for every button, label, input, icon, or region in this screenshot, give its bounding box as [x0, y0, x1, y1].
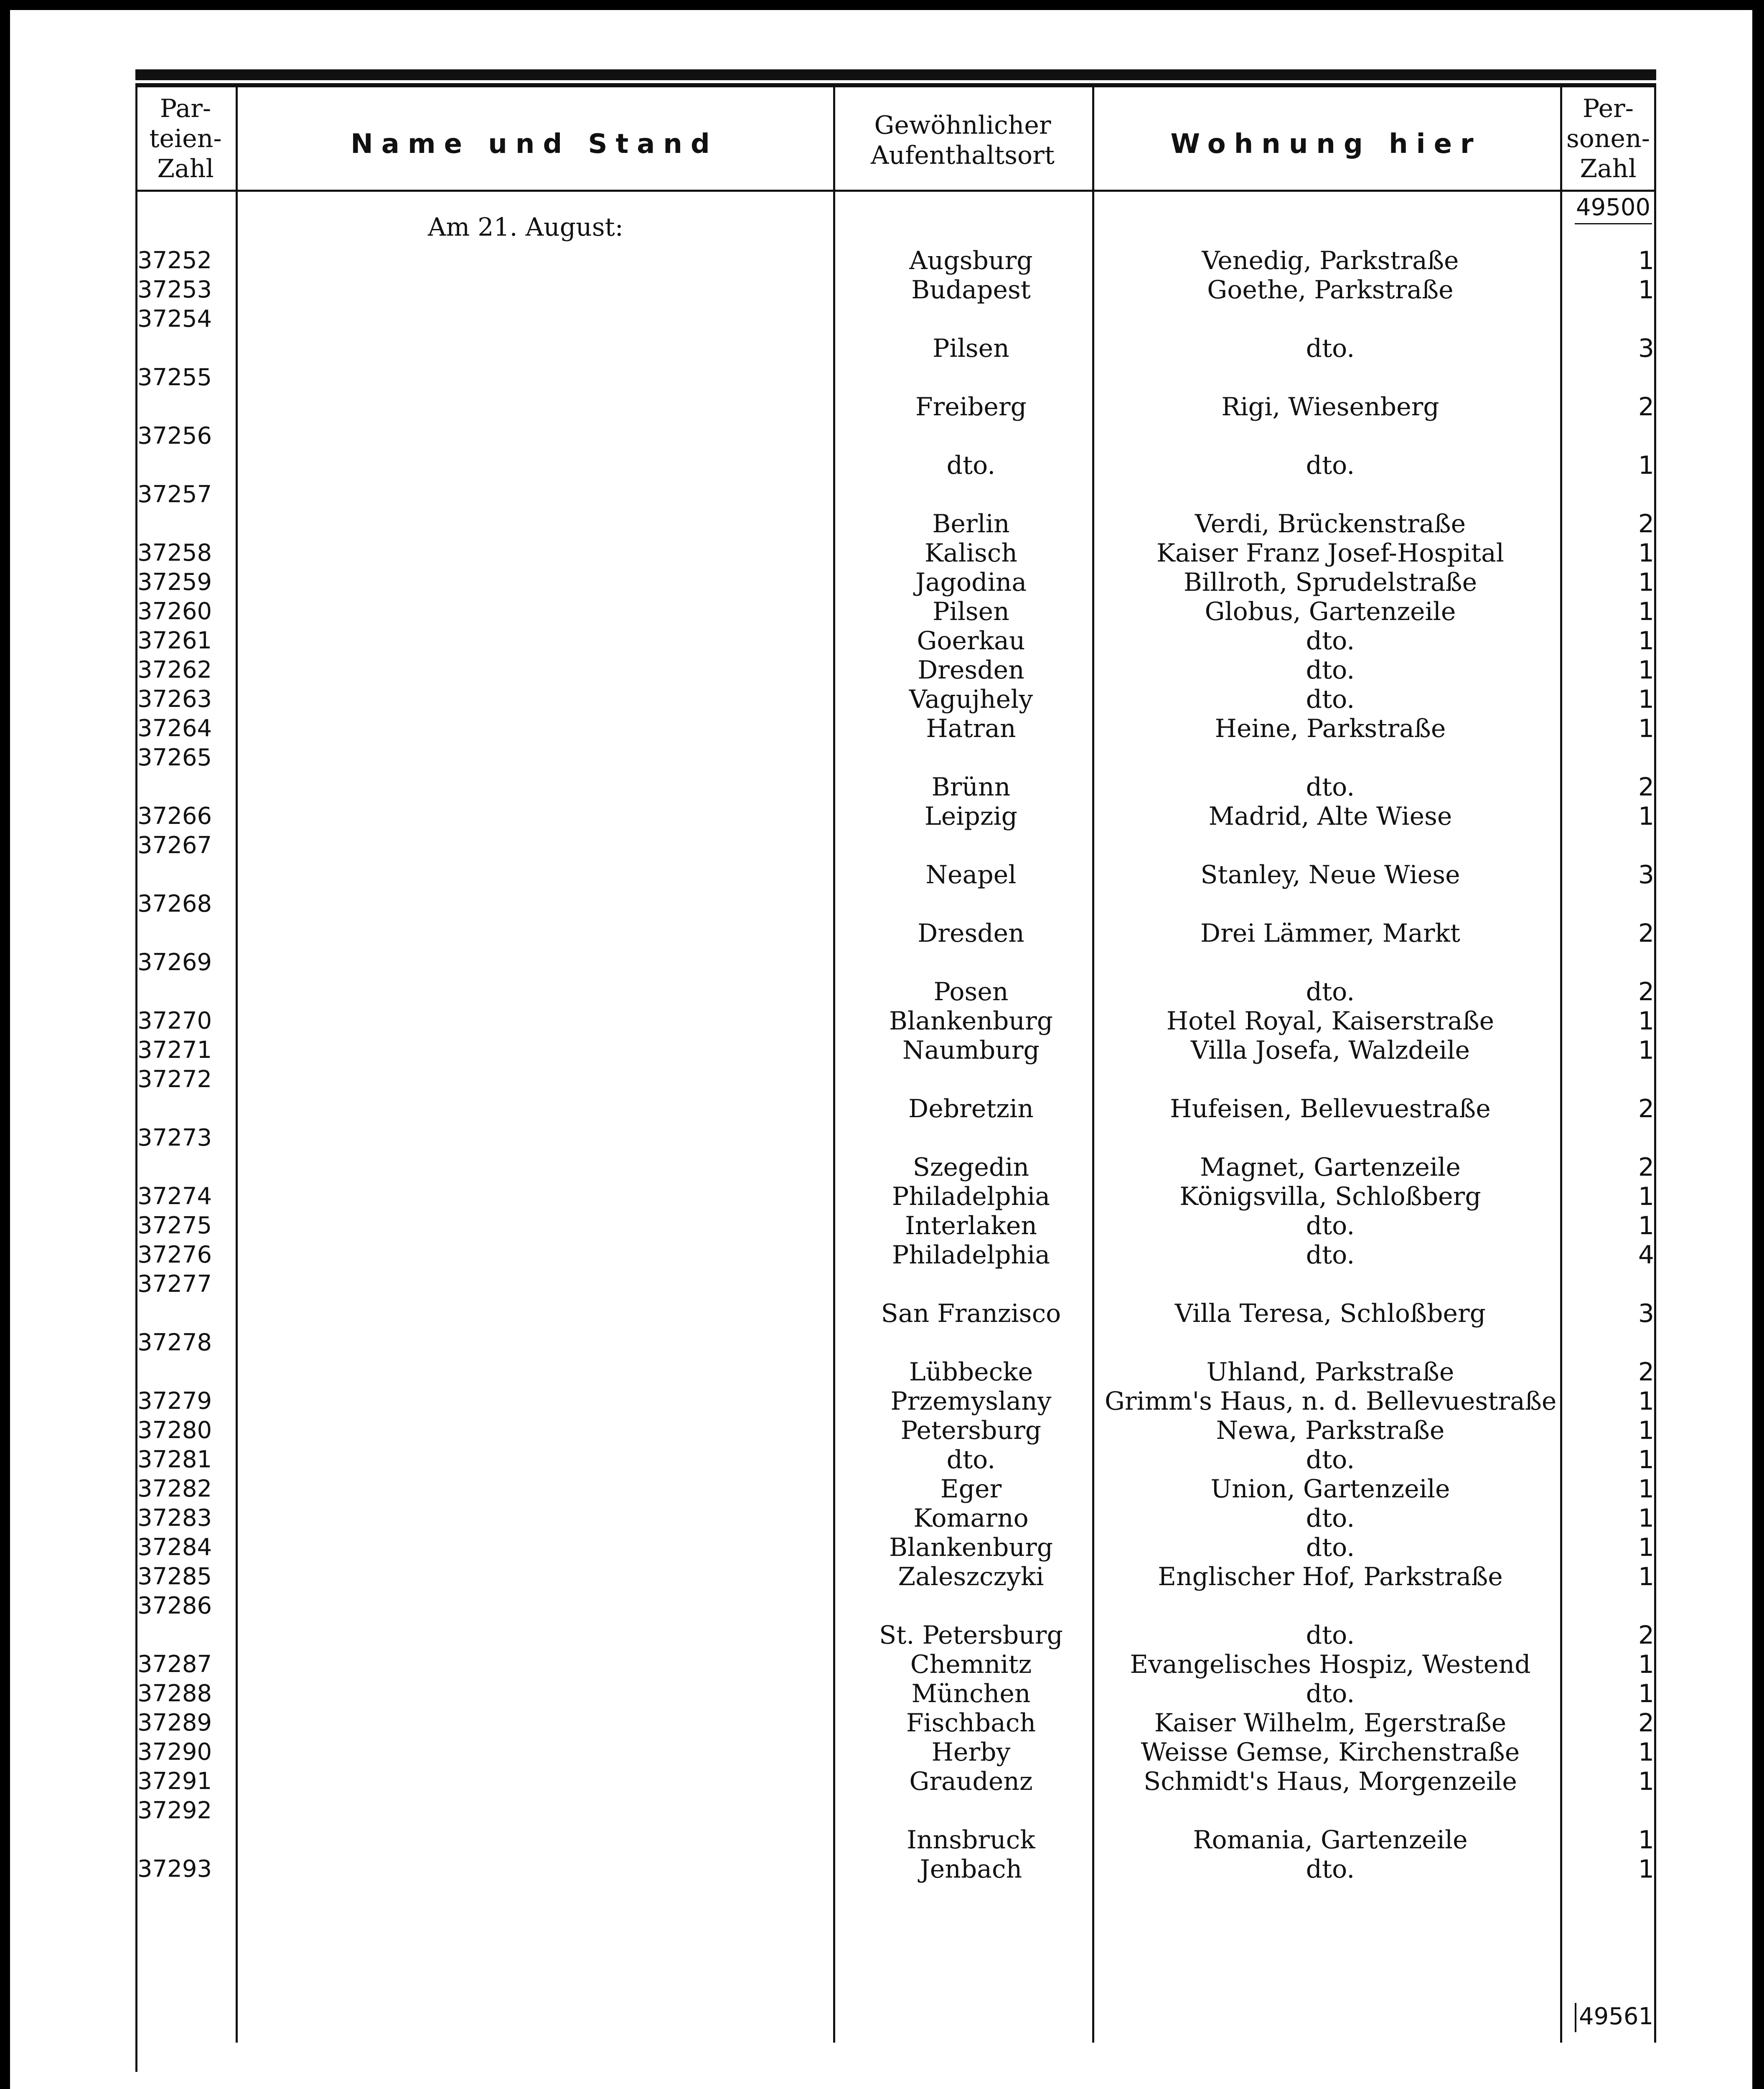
lodging-here: Venedig, Parkstraße	[1202, 246, 1459, 275]
usual-residence: Graudenz	[909, 1767, 1033, 1796]
register-entry	[10, 1650, 1752, 1679]
usual-residence: Pilsen	[933, 597, 1009, 626]
person-count: 1	[1638, 1036, 1654, 1065]
lodging-here: Magnet, Gartenzeile	[1200, 1153, 1461, 1182]
usual-residence: Dresden	[918, 656, 1024, 685]
lodging-here: dto.	[1306, 977, 1355, 1006]
person-count: 1	[1638, 451, 1654, 480]
usual-residence: Blankenburg	[889, 1006, 1053, 1036]
date-heading: Am 21. August:	[428, 213, 623, 242]
register-entry-continuation	[10, 392, 1752, 422]
register-entry	[10, 1240, 1752, 1270]
party-number: 37257	[137, 481, 212, 508]
register-page	[10, 10, 1752, 2089]
register-entry	[10, 831, 1752, 860]
lodging-here: Kaiser Wilhelm, Egerstraße	[1154, 1708, 1507, 1738]
usual-residence: Jenbach	[920, 1855, 1022, 1884]
usual-residence: Herby	[931, 1738, 1011, 1767]
header-rule	[135, 190, 1656, 192]
register-entry	[10, 1562, 1752, 1591]
register-entry	[10, 1036, 1752, 1065]
usual-residence: Philadelphia	[892, 1182, 1050, 1211]
usual-residence: Blankenburg	[889, 1533, 1053, 1562]
register-entry	[10, 889, 1752, 919]
party-number: 37277	[137, 1271, 212, 1298]
party-number: 37290	[137, 1738, 212, 1766]
register-entry-continuation	[10, 1153, 1752, 1182]
lodging-here: Stanley, Neue Wiese	[1200, 860, 1460, 889]
person-count: 1	[1638, 275, 1654, 305]
party-number: 37253	[137, 276, 212, 303]
register-entry	[10, 275, 1752, 305]
header-name: Name und Stand	[351, 129, 718, 160]
top-rule-thin	[135, 83, 1656, 87]
person-count: 1	[1638, 685, 1654, 714]
lodging-here: Goethe, Parkstraße	[1207, 275, 1454, 305]
usual-residence: dto.	[946, 451, 996, 480]
header-residence: Wohnung hier	[1170, 129, 1482, 160]
usual-residence: Fischbach	[906, 1708, 1036, 1738]
party-number: 37267	[137, 832, 212, 859]
register-entry-continuation	[10, 860, 1752, 889]
usual-residence: Neapel	[925, 860, 1017, 889]
register-entry	[10, 1328, 1752, 1357]
usual-residence: Pilsen	[933, 334, 1009, 363]
total-underline	[1575, 223, 1652, 224]
usual-residence: dto.	[946, 1445, 996, 1474]
register-entry	[10, 1387, 1752, 1416]
lodging-here: Verdi, Brückenstraße	[1195, 509, 1466, 539]
party-number: 37266	[137, 803, 212, 830]
person-count: 3	[1638, 1299, 1654, 1328]
register-entry-continuation	[10, 1825, 1752, 1855]
lodging-here: Grimm's Haus, n. d. Bellevuestraße	[1105, 1387, 1557, 1416]
person-count: 2	[1638, 919, 1654, 948]
party-number: 37261	[137, 627, 212, 654]
person-count: 1	[1638, 1533, 1654, 1562]
usual-residence: San Franzisco	[881, 1299, 1061, 1328]
person-count: 2	[1638, 1094, 1654, 1123]
lodging-here: Villa Teresa, Schloßberg	[1174, 1299, 1486, 1328]
person-count: 1	[1638, 597, 1654, 626]
lodging-here: Englischer Hof, Parkstraße	[1158, 1562, 1503, 1591]
register-entry	[10, 1474, 1752, 1504]
party-number: 37289	[137, 1709, 212, 1736]
party-number: 37271	[137, 1037, 212, 1064]
person-count: 1	[1638, 1650, 1654, 1679]
register-entry	[10, 1533, 1752, 1562]
party-number: 37254	[137, 305, 212, 333]
total-bracket	[1575, 2003, 1576, 2032]
party-number: 37252	[137, 247, 212, 274]
party-number: 37270	[137, 1007, 212, 1034]
lodging-here: dto.	[1306, 773, 1355, 802]
lodging-here: dto.	[1306, 1855, 1355, 1884]
register-entry	[10, 568, 1752, 597]
person-count: 2	[1638, 773, 1654, 802]
party-number: 37292	[137, 1797, 212, 1824]
register-entry-continuation	[10, 773, 1752, 802]
lodging-here: dto.	[1306, 334, 1355, 363]
person-count: 2	[1638, 1621, 1654, 1650]
register-entry-continuation	[10, 451, 1752, 480]
usual-residence: Hatran	[926, 714, 1016, 743]
person-count: 3	[1638, 334, 1654, 363]
lodging-here: dto.	[1306, 1533, 1355, 1562]
person-count: 1	[1638, 1006, 1654, 1036]
usual-residence: Budapest	[911, 275, 1031, 305]
usual-residence: Philadelphia	[892, 1240, 1050, 1270]
register-entry	[10, 685, 1752, 714]
person-count: 3	[1638, 860, 1654, 889]
person-count: 1	[1638, 539, 1654, 568]
register-entry-continuation	[10, 1621, 1752, 1650]
usual-residence: Debretzin	[908, 1094, 1034, 1123]
party-number: 37287	[137, 1651, 212, 1678]
party-number: 37291	[137, 1768, 212, 1795]
register-entry	[10, 1006, 1752, 1036]
register-entry	[10, 1123, 1752, 1153]
person-count: 1	[1638, 1504, 1654, 1533]
lodging-here: dto.	[1306, 1240, 1355, 1270]
header-party-number: Par- teien- Zahl	[149, 94, 222, 183]
lodging-here: Rigi, Wiesenberg	[1221, 392, 1439, 422]
lodging-here: Weisse Gemse, Kirchenstraße	[1141, 1738, 1520, 1767]
party-number: 37268	[137, 890, 212, 917]
register-entry	[10, 1211, 1752, 1240]
usual-residence: Posen	[933, 977, 1009, 1006]
lodging-here: dto.	[1306, 451, 1355, 480]
person-count: 1	[1638, 1855, 1654, 1884]
register-entry	[10, 656, 1752, 685]
lodging-here: Villa Josefa, Walzdeile	[1190, 1036, 1470, 1065]
party-number: 37262	[137, 656, 212, 684]
usual-residence: Naumburg	[902, 1036, 1040, 1065]
lodging-here: dto.	[1306, 685, 1355, 714]
person-count: 1	[1638, 246, 1654, 275]
lodging-here: dto.	[1306, 656, 1355, 685]
lodging-here: Schmidt's Haus, Morgenzeile	[1144, 1767, 1517, 1796]
lodging-here: Newa, Parkstraße	[1216, 1416, 1445, 1445]
register-entry	[10, 1767, 1752, 1796]
person-count: 4	[1638, 1240, 1654, 1270]
person-count: 1	[1638, 656, 1654, 685]
final-total: 49561	[1579, 2003, 1654, 2030]
lodging-here: Evangelisches Hospiz, Westend	[1130, 1650, 1531, 1679]
party-number: 37273	[137, 1124, 212, 1151]
register-entry	[10, 1738, 1752, 1767]
party-number: 37286	[137, 1592, 212, 1619]
usual-residence: Goerkau	[917, 626, 1025, 656]
register-entry	[10, 480, 1752, 509]
lodging-here: Romania, Gartenzeile	[1193, 1825, 1468, 1855]
person-count: 1	[1638, 1182, 1654, 1211]
party-number: 37293	[137, 1855, 212, 1883]
lodging-here: dto.	[1306, 1621, 1355, 1650]
lodging-here: Madrid, Alte Wiese	[1208, 802, 1452, 831]
party-number: 37279	[137, 1388, 212, 1415]
party-number: 37288	[137, 1680, 212, 1707]
lodging-here: dto.	[1306, 626, 1355, 656]
party-number: 37260	[137, 598, 212, 625]
register-entry	[10, 802, 1752, 831]
register-entry-continuation	[10, 919, 1752, 948]
lodging-here: dto.	[1306, 1211, 1355, 1240]
usual-residence: Szegedin	[913, 1153, 1029, 1182]
usual-residence: St. Petersburg	[879, 1621, 1063, 1650]
register-entry	[10, 1855, 1752, 1884]
person-count: 2	[1638, 1153, 1654, 1182]
header-origin: Gewöhnlicher Aufenthaltsort	[871, 111, 1055, 170]
usual-residence: Petersburg	[900, 1416, 1042, 1445]
party-number: 37256	[137, 422, 212, 450]
usual-residence: Lübbecke	[909, 1357, 1033, 1387]
person-count: 1	[1638, 1825, 1654, 1855]
lodging-here: Billroth, Sprudelstraße	[1183, 568, 1477, 597]
register-entry	[10, 539, 1752, 568]
register-entry	[10, 1708, 1752, 1738]
party-number: 37264	[137, 715, 212, 742]
register-entry-continuation	[10, 1299, 1752, 1328]
register-entry	[10, 1445, 1752, 1474]
register-entry	[10, 1065, 1752, 1094]
lodging-here: Union, Gartenzeile	[1210, 1474, 1450, 1504]
usual-residence: Augsburg	[909, 246, 1033, 275]
register-entry	[10, 246, 1752, 275]
person-count: 1	[1638, 626, 1654, 656]
register-entry	[10, 422, 1752, 451]
person-count: 2	[1638, 1708, 1654, 1738]
party-number: 37281	[137, 1446, 212, 1473]
usual-residence: Przemyslany	[890, 1387, 1052, 1416]
register-entry	[10, 714, 1752, 743]
usual-residence: München	[911, 1679, 1031, 1708]
person-count: 2	[1638, 509, 1654, 539]
usual-residence: Chemnitz	[910, 1650, 1032, 1679]
top-rule	[135, 69, 1656, 80]
register-entry	[10, 1182, 1752, 1211]
person-count: 1	[1638, 1474, 1654, 1504]
person-count: 1	[1638, 1562, 1654, 1591]
lodging-here: Hufeisen, Bellevuestraße	[1170, 1094, 1491, 1123]
person-count: 2	[1638, 977, 1654, 1006]
party-number: 37255	[137, 364, 212, 391]
person-count: 1	[1638, 1767, 1654, 1796]
person-count: 1	[1638, 568, 1654, 597]
usual-residence: Dresden	[918, 919, 1024, 948]
register-entry	[10, 1504, 1752, 1533]
register-entry-continuation	[10, 977, 1752, 1006]
usual-residence: Vagujhely	[909, 685, 1033, 714]
person-count: 1	[1638, 714, 1654, 743]
lodging-here: Heine, Parkstraße	[1215, 714, 1446, 743]
register-entry	[10, 1796, 1752, 1825]
person-count: 2	[1638, 1357, 1654, 1387]
lodging-here: dto.	[1306, 1504, 1355, 1533]
party-number: 37269	[137, 949, 212, 976]
usual-residence: Berlin	[932, 509, 1010, 539]
party-number: 37259	[137, 569, 212, 596]
usual-residence: Brünn	[931, 773, 1011, 802]
person-count: 1	[1638, 1679, 1654, 1708]
usual-residence: Innsbruck	[907, 1825, 1035, 1855]
party-number: 37282	[137, 1475, 212, 1502]
register-entry	[10, 305, 1752, 334]
party-number: 37278	[137, 1329, 212, 1356]
register-entry	[10, 597, 1752, 626]
register-entry	[10, 1591, 1752, 1621]
person-count: 1	[1638, 1416, 1654, 1445]
register-entry	[10, 743, 1752, 773]
register-entry-continuation	[10, 1094, 1752, 1123]
party-number: 37280	[137, 1417, 212, 1444]
register-entry	[10, 1416, 1752, 1445]
usual-residence: Komarno	[913, 1504, 1029, 1533]
usual-residence: Jagodina	[915, 568, 1027, 597]
usual-residence: Interlaken	[905, 1211, 1037, 1240]
carryover-total: 49500	[1576, 194, 1651, 221]
lodging-here: dto.	[1306, 1445, 1355, 1474]
party-number: 37283	[137, 1504, 212, 1532]
party-number: 37285	[137, 1563, 212, 1590]
register-entry	[10, 1679, 1752, 1708]
lodging-here: Uhland, Parkstraße	[1206, 1357, 1454, 1387]
register-entry-continuation	[10, 334, 1752, 363]
usual-residence: Zaleszczyki	[898, 1562, 1044, 1591]
usual-residence: Kalisch	[924, 539, 1017, 568]
person-count: 1	[1638, 1211, 1654, 1240]
lodging-here: Königsvilla, Schloßberg	[1179, 1182, 1481, 1211]
person-count: 1	[1638, 1738, 1654, 1767]
usual-residence: Freiberg	[915, 392, 1027, 422]
lodging-here: Drei Lämmer, Markt	[1200, 919, 1461, 948]
party-number: 37276	[137, 1241, 212, 1268]
usual-residence: Eger	[940, 1474, 1002, 1504]
party-number: 37258	[137, 539, 212, 567]
lodging-here: Hotel Royal, Kaiserstraße	[1166, 1006, 1495, 1036]
party-number: 37272	[137, 1066, 212, 1093]
register-entry	[10, 948, 1752, 977]
usual-residence: Leipzig	[924, 802, 1018, 831]
person-count: 1	[1638, 1387, 1654, 1416]
party-number: 37263	[137, 686, 212, 713]
header-person-count: Per- sonen- Zahl	[1566, 94, 1650, 183]
register-entry-continuation	[10, 1357, 1752, 1387]
party-number: 37284	[137, 1534, 212, 1561]
register-entry	[10, 363, 1752, 392]
lodging-here: Globus, Gartenzeile	[1205, 597, 1456, 626]
party-number: 37274	[137, 1183, 212, 1210]
lodging-here: dto.	[1306, 1679, 1355, 1708]
person-count: 1	[1638, 1445, 1654, 1474]
person-count: 2	[1638, 392, 1654, 422]
register-entry-continuation	[10, 509, 1752, 539]
register-entry	[10, 1270, 1752, 1299]
lodging-here: Kaiser Franz Josef-Hospital	[1157, 539, 1504, 568]
register-entry	[10, 626, 1752, 656]
party-number: 37275	[137, 1212, 212, 1239]
person-count: 1	[1638, 802, 1654, 831]
party-number: 37265	[137, 744, 212, 771]
